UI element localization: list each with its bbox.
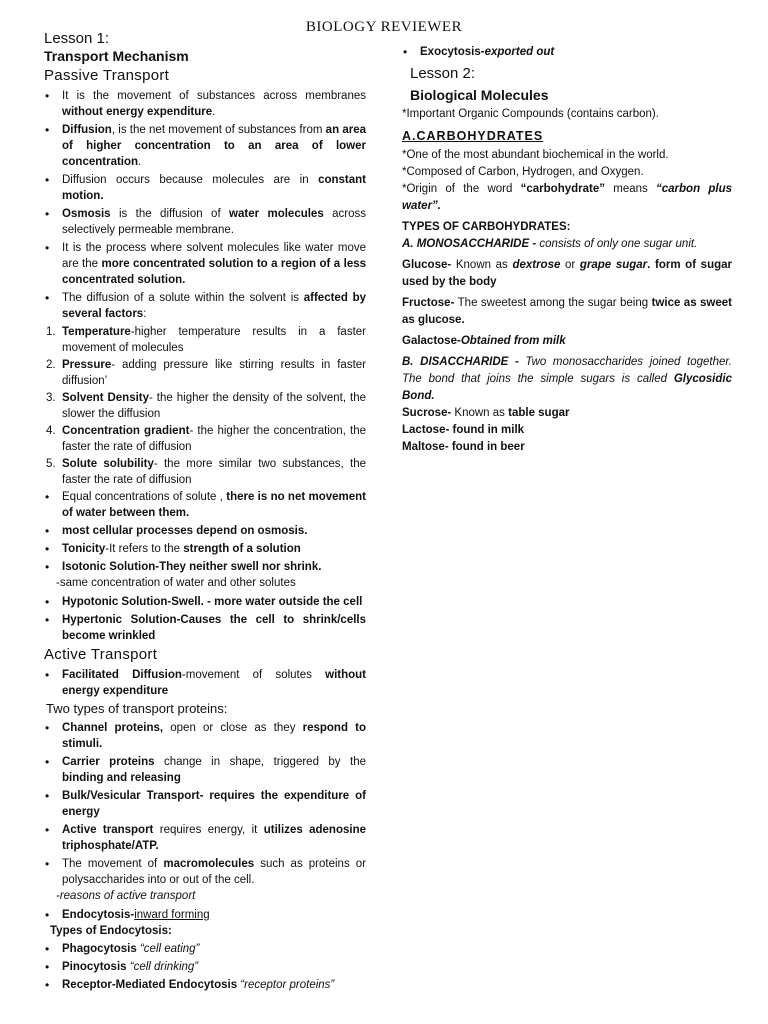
factor-item: 5. Solute solubility- the more similar two substances, the faster the rate of diffusion	[46, 458, 366, 486]
list-item: • Exocytosis-exported out	[402, 44, 732, 60]
list-item: • Hypertonic Solution-Causes the cell to shrink/cells become wrinkled	[44, 612, 366, 644]
list-item: • most cellular processes depend on osmosis.	[44, 523, 366, 539]
list-item: • Receptor-Mediated Endocytosis “receptor proteins”	[44, 977, 366, 993]
right-column	[402, 44, 732, 456]
list-item: • Active transport requires energy, it utilizes adenosine triphosphate/ATP.	[44, 822, 366, 854]
list-item: • Endocytosis-inward forming	[44, 907, 366, 923]
diffusion-factors-list	[44, 324, 366, 488]
list-item: • It is the process where solvent molecules like water move are the more concentrated solution to a region of a less concentrated solution.	[44, 240, 366, 288]
passive-transport-heading: Passive Transport	[44, 67, 170, 84]
list-item: • Channel proteins, open or close as they respond to stimuli.	[44, 720, 366, 752]
factor-item: 3. Solvent Density- the higher the density of the solvent, the slower the diffusion	[46, 392, 366, 420]
list-item: • It is the movement of substances across membranes without energy expenditure.	[44, 88, 366, 120]
glucose-entry: Glucose- Known as dextrose or grape sugar. form of sugar used by the body	[402, 259, 732, 288]
list-item: • Equal concentrations of solute , there is no net movement of water between them.	[44, 489, 366, 521]
list-item: • Hypotonic Solution-Swell. - more water outside the cell	[44, 594, 366, 610]
tonicity-list	[44, 594, 366, 644]
carb-fact-2: *Composed of Carbon, Hydrogen, and Oxygen.	[402, 166, 644, 178]
carb-fact-1: *One of the most abundant biochemical in the world.	[402, 149, 669, 161]
factor-item: 4. Concentration gradient- the higher the concentration, the faster the rate of diffusion	[46, 425, 366, 453]
monosaccharide-definition: A. MONOSACCHARIDE - consists of only one sugar unit.	[402, 238, 698, 250]
fructose-entry: Fructose- The sweetest among the sugar being twice as sweet as glucose.	[402, 297, 733, 326]
maltose-entry: Maltose- found in beer	[402, 441, 525, 453]
list-item: • Isotonic Solution-They neither swell nor shrink.	[44, 559, 366, 575]
list-item: • Bulk/Vesicular Transport- requires the expenditure of energy	[44, 788, 366, 820]
lesson1-label: Lesson 1:	[44, 30, 110, 47]
list-item: • Facilitated Diffusion-movement of solutes without energy expenditure	[44, 667, 366, 699]
carb-fact-3: *Origin of the word “carbohydrate” means “carbon plus water”.	[402, 183, 732, 212]
proteins-list	[44, 720, 366, 888]
left-column	[44, 30, 366, 995]
lesson2-label: Lesson 2:	[410, 65, 476, 82]
active-transport-heading: Active Transport	[44, 646, 158, 663]
lactose-entry: Lactose- found in milk	[402, 424, 525, 436]
organic-compounds-note: *Important Organic Compounds (contains carbon).	[402, 108, 659, 120]
passive-list	[44, 88, 366, 322]
list-item: • The movement of macromolecules such as proteins or polysaccharides into or out of the cell.	[44, 856, 366, 888]
active-list	[44, 667, 366, 699]
endocytosis-types-heading: Types of Endocytosis:	[50, 925, 172, 937]
list-item: • Phagocytosis “cell eating”	[44, 941, 366, 957]
list-item: • Pinocytosis “cell drinking”	[44, 959, 366, 975]
isotonic-note: -same concentration of water and other solutes	[56, 577, 296, 589]
factor-item: 2. Pressure- adding pressure like stirring results in faster diffusion’	[46, 359, 366, 387]
list-item: • Tonicity-It refers to the strength of a solution	[44, 541, 366, 557]
list-item: • Diffusion occurs because molecules are in constant motion.	[44, 172, 366, 204]
page-title: BIOLOGY REVIEWER	[305, 19, 463, 35]
list-item: • Diffusion, is the net movement of substances from an area of higher concentration to an area of lower concentration.	[44, 122, 366, 170]
sucrose-entry: Sucrose- Known as table sugar	[402, 407, 570, 419]
list-item: • The diffusion of a solute within the solvent is affected by several factors:	[44, 290, 366, 322]
factor-item: 1. Temperature-higher temperature results in a faster movement of molecules	[46, 326, 366, 354]
transport-proteins-heading: Two types of transport proteins:	[46, 701, 228, 716]
lesson1-title: Transport Mechanism	[44, 48, 189, 64]
list-item: • Carrier proteins change in shape, triggered by the binding and releasing	[44, 754, 366, 786]
lesson2-title: Biological Molecules	[410, 87, 549, 103]
carbohydrates-heading: A.CARBOHYDRATES	[402, 129, 544, 143]
disaccharide-definition: B. DISACCHARIDE - Two monosaccharides joined together. The bond that joins the simple sugars is called Glycosidic Bond.	[402, 356, 732, 402]
endocytosis-list	[44, 907, 366, 923]
osmosis-list	[44, 489, 366, 575]
endocytosis-types-list	[44, 941, 366, 993]
active-transport-note: -reasons of active transport	[56, 890, 196, 902]
carb-types-heading: TYPES OF CARBOHYDRATES:	[402, 221, 571, 233]
exocytosis-list	[402, 44, 732, 60]
list-item: • Osmosis is the diffusion of water molecules across selectively permeable membrane.	[44, 206, 366, 238]
galactose-entry: Galactose-Obtained from milk	[402, 335, 566, 347]
